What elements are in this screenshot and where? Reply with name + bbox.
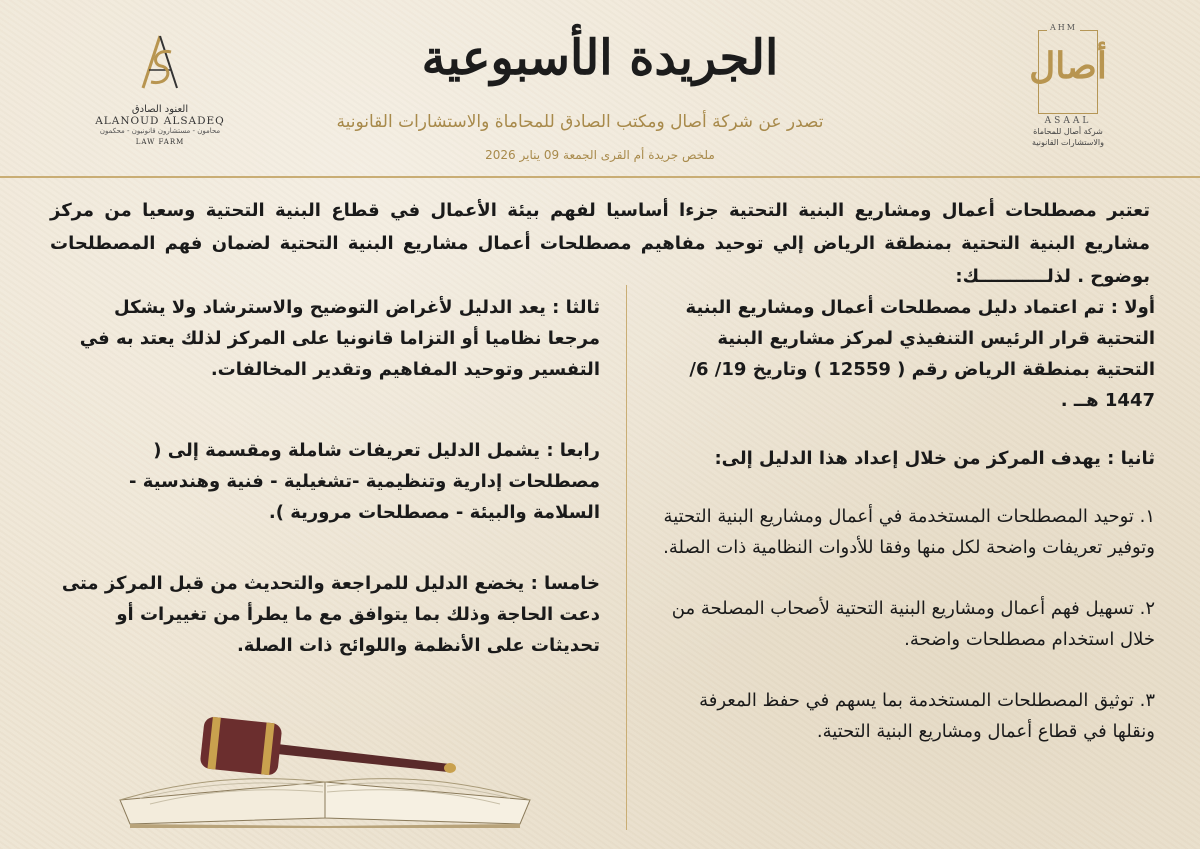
goal-item-1: ١. توحيد المصطلحات المستخدمة في أعمال ومشاريع البنية التحتية وتوفير تعريفات واضحة لكل منها وفقا للأدوات النظامية ذات الصلة. bbox=[663, 506, 1155, 558]
right-column bbox=[655, 292, 1155, 777]
alanoud-logo bbox=[70, 30, 250, 146]
asaal-desc-line-1: شركة أصال للمحاماة bbox=[1033, 127, 1103, 136]
asaal-english-name: ASAAL bbox=[1044, 116, 1092, 126]
point-third: ثالثا : يعد الدليل لأغراض التوضيح والاسترشاد ولا يشكل مرجعا نظاميا أو التزاما قانونيا على المركز لذلك يعتد به في التفسير وتوحيد المفاهيم وتقدير المخالفات. bbox=[79, 297, 600, 380]
column-divider bbox=[626, 285, 627, 830]
dateline: ملخص جريدة أم القرى الجمعة 09 يناير 2026 bbox=[485, 148, 715, 162]
asaal-logo-icon bbox=[1029, 23, 1107, 114]
header-divider bbox=[0, 176, 1200, 178]
alanoud-law-farm: LAW FARM bbox=[135, 138, 185, 146]
asaal-logo bbox=[1018, 23, 1118, 148]
alanoud-tagline: محامون - مستشارون قانونيون - محكمون bbox=[99, 127, 221, 135]
alanoud-english-name: ALANOUD ALSADEQ bbox=[95, 115, 225, 127]
left-column bbox=[60, 292, 600, 688]
alanoud-monogram-icon bbox=[125, 30, 195, 100]
goal-item-3: ٣. توثيق المصطلحات المستخدمة بما يسهم في حفظ المعرفة ونقلها في قطاع أعمال ومشاريع البنية التحتية. bbox=[699, 690, 1155, 742]
intro-paragraph: تعتبر مصطلحات أعمال ومشاريع البنية التحتية جزءا أساسيا لفهم بيئة الأعمال في قطاع البنية التحتية وسعيا من مركز مشاريع البنية التحتية بمنطقة الرياض إلي توحيد مفاهيم مصطلحات أعمال مشاريع البنية التحتية لضمان فهم المصطلحات بوضوح . لذلـــــــــــك: bbox=[50, 200, 1150, 287]
masthead-title: الجريدة الأسبوعية bbox=[421, 30, 779, 86]
alanoud-arabic-name: العنود الصادق bbox=[131, 104, 189, 115]
asaal-desc-line-2: والاستشارات القانونية bbox=[1032, 138, 1104, 147]
gavel-book-icon bbox=[110, 700, 550, 830]
goal-item-2: ٢. تسهيل فهم أعمال ومشاريع البنية التحتية لأصحاب المصلحة من خلال استخدام مصطلحات واضحة. bbox=[671, 598, 1155, 650]
masthead-subtitle: تصدر عن شركة أصال ومكتب الصادق للمحاماة والاستشارات القانونية bbox=[336, 112, 824, 132]
asaal-wordmark: أصال bbox=[1029, 45, 1107, 87]
point-second: ثانيا : يهدف المركز من خلال إعداد هذا الدليل إلى: bbox=[714, 448, 1155, 469]
point-fourth: رابعا : يشمل الدليل تعريفات شاملة ومقسمة إلى ( مصطلحات إدارية وتنظيمية -تشغيلية - فنية وهندسية - السلامة والبيئة - مصطلحات مرورية ). bbox=[129, 440, 600, 523]
point-first: أولا : تم اعتماد دليل مصطلحات أعمال ومشاريع البنية التحتية قرار الرئيس التنفيذي لمركز مشاريع البنية التحتية بمنطقة الرياض رقم ( 12559 ) وتاريخ 19/ 6/ 1447 هــ . bbox=[685, 297, 1155, 411]
asaal-ahm: AHM bbox=[1047, 23, 1080, 32]
point-fifth: خامسا : يخضع الدليل للمراجعة والتحديث من قبل المركز متى دعت الحاجة وذلك بما يتوافق مع ما يطرأ من تغييرات أو تحديثات على الأنظمة واللوائح ذات الصلة. bbox=[61, 573, 600, 656]
